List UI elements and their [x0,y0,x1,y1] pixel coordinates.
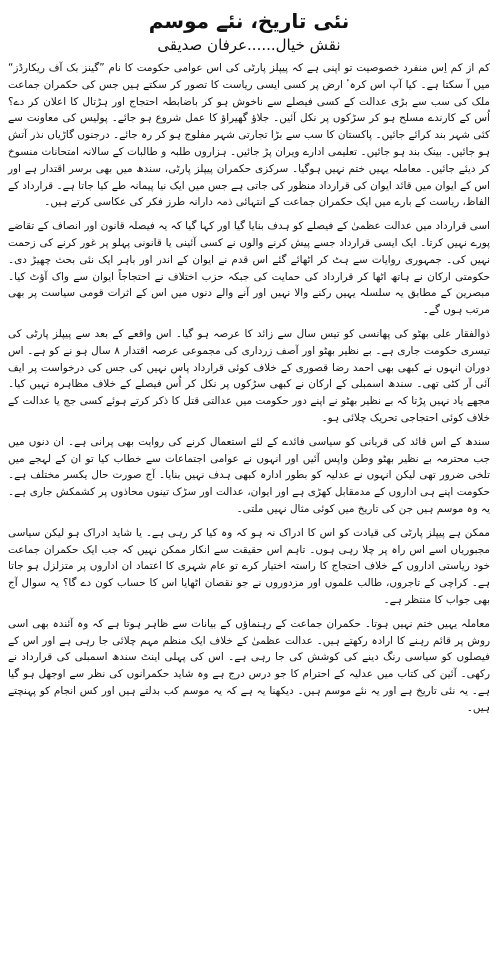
article-paragraph: معاملہ یہیں ختم نہیں ہوتا۔ حکمران جماعت کے رہنماؤں کے بیانات سے ظاہر ہوتا ہے کہ وہ آئندہ بھی اسی روش پر قائم رہنے کا ارادہ رکھتے ہیں۔ عدالت عظمیٰ کے خلاف ایک منظم مہم چلائی جا رہی ہے اور اس کے فیصلوں کو سیاسی رنگ دینے کی کوشش کی جا رہی ہے۔ اس کی پہلی اینٹ سندھ اسمبلی کی قرارداد نے رکھی۔ آئین کی کتاب میں عدلیہ کے احترام کا جو درس درج ہے وہ شاید حکمرانوں کی نظر سے اوجھل ہو گیا ہے۔ یہ نئی تاریخ ہے اور یہ نئے موسم ہیں۔ دیکھنا یہ ہے کہ یہ موسم کب بدلتے ہیں اور کس انجام کو پہنچتے ہیں۔ [8,617,490,714]
article-paragraph: اسی قرارداد میں عدالت عظمیٰ کے فیصلے کو ہدف بنایا گیا اور کہا گیا کہ یہ فیصلہ قانون اور انصاف کے تقاضے پورے نہیں کرتا۔ ایک ایسی قرارداد جسے پیش کرنے والوں نے کسی آئینی یا قانونی پہلو پر غور کرنے کی زحمت نہیں کی۔ جمہوری روایات سے ہٹ کر اٹھائے گئے اس قدم نے ایوان کے اندر اور باہر ایک نئی بحث چھیڑ دی۔ حکومتی ارکان نے ہاتھ اٹھا کر قرارداد کی حمایت کی جبکہ حزب اختلاف نے احتجاجاً ایوان سے واک آؤٹ کیا۔ مبصرین کے مطابق یہ سلسلہ یہیں رکنے والا نہیں اور آنے والے دنوں میں اس کے اثرات قومی سیاست پر بھی مرتب ہوں گے۔ [8,220,490,317]
article-byline: نقش خیال......عرفان صدیقی [157,36,341,54]
article-paragraph: سندھ کے اس قائد کی قربانی کو سیاسی فائدے کے لئے استعمال کرنے کی روایت بھی پرانی ہے۔ ان دنوں میں جب محترمہ بے نظیر بھٹو وطن واپس آئیں اور انہوں نے عوامی اجتماعات سے خطاب کیا تو ان کے لہجے میں تلخی ضرور تھی لیکن انہوں نے عدلیہ کو بطور ادارہ کبھی ہدف نہیں بنایا۔ آج صورت حال یکسر مختلف ہے۔ حکومت اپنے ہی اداروں کے مدمقابل کھڑی ہے اور ایوان، عدالت اور سڑک تینوں محاذوں پر کشمکش جاری ہے۔ یہ وہ موسم ہیں جن کی تاریخ میں کوئی مثال نہیں ملتی۔ [8,435,490,515]
article-paragraph: کم از کم اِس منفرد خصوصیت تو اپنی ہے کہ پیپلز پارٹی کی اس عوامی حکومت کا نام ”گینز بک آف ریکارڈز“ میں آ سکتا ہے۔ کیا آپ اس کرہٴ ارض پر کسی ایسی ریاست کا تصور کر سکتے ہیں جس کی حکمران جماعت ملک کی سب سے بڑی عدالت کے کسی فیصلے سے ناخوش ہو کر باضابطہ احتجاج اور ہڑتال کا اعلان کر دے؟ اُس کے کارندے مسلح ہو کر سڑکوں پر نکل آئیں۔ جلاؤ گھیراؤ کا عمل شروع ہو جائے۔ پولیس کی معاونت سے کئی شہر بند کرائے جائیں۔ پاکستان کا سب سے بڑا تجارتی شہر مفلوج ہو کر رہ جائے۔ درجنوں گاڑیاں نذر آتش ہو جائیں۔ بینک بند ہو جائیں۔ تعلیمی ادارے ویران پڑ جائیں۔ ہزاروں طلبہ و طالبات کے سالانہ امتحانات منسوخ کر دیئے جائیں۔ معاملہ یہیں ختم نہیں ہوگیا۔ سرکزی حکمران پیپلز پارٹی، سندھ میں بھی برسر اقتدار ہے اور اس کے ایوان میں قائد ایوان کی قرارداد منظور کی جاتی ہے جس میں ایک نیا پیمانہ طے کیا جاتا ہے۔ قرارداد کے الفاظ، ریاست کے بارے میں ایک حکمران جماعت کے انتہائی ذمہ دارانہ طرز فکر کی عکاسی کرتے ہیں۔ [8,62,490,209]
article-paragraph: ممکن ہے پیپلز پارٹی کی قیادت کو اس کا ادراک نہ ہو کہ وہ کیا کر رہی ہے۔ یا شاید ادراک ہو لیکن سیاسی مجبوریاں اسے اس راہ پر چلا رہی ہوں۔ تاہم اس حقیقت سے انکار ممکن نہیں کہ جب ایک حکمران جماعت خود ریاستی اداروں کے خلاف احتجاج کا راستہ اختیار کرے تو عام شہری کا اعتماد ان اداروں پر متزلزل ہو جاتا ہے۔ کراچی کے تاجروں، طالب علموں اور مزدوروں نے جو نقصان اٹھایا اس کا حساب کون دے گا؟ یہ سوال آج بھی جواب کا منتظر ہے۔ [8,526,490,606]
article-paragraph: ذوالفقار علی بھٹو کی پھانسی کو تیس سال سے زائد کا عرصہ ہو گیا۔ اس واقعے کے بعد سے پیپلز پارٹی کی تیسری حکومت جاری ہے۔ بے نظیر بھٹو اور آصف زرداری کی مجموعی عرصہ اقتدار ۸ سال ہو نے کو ہے۔ اس دوران انہوں نے کبھی بھی احمد رضا قصوری کے خلاف کوئی قرارداد پاس نہیں کی جس کی درخواست پر ایف آئی آر کٹی تھی۔ سندھ اسمبلی کے ارکان نے کبھی سڑکوں پر نکل کر اُس فیصلے کے خلاف مظاہرہ نہیں کیا۔ مجھے یاد نہیں پڑتا کہ بے نظیر بھٹو نے اپنے دور حکومت میں عدالتی قتل کا ذکر کرتے ہوئے کسی جج یا عدالت کے خلاف کوئی احتجاجی تحریک چلائی ہو۔ [8,327,490,424]
article-title: نئی تاریخ، نئے موسم [148,9,350,33]
article-body [8,60,490,716]
